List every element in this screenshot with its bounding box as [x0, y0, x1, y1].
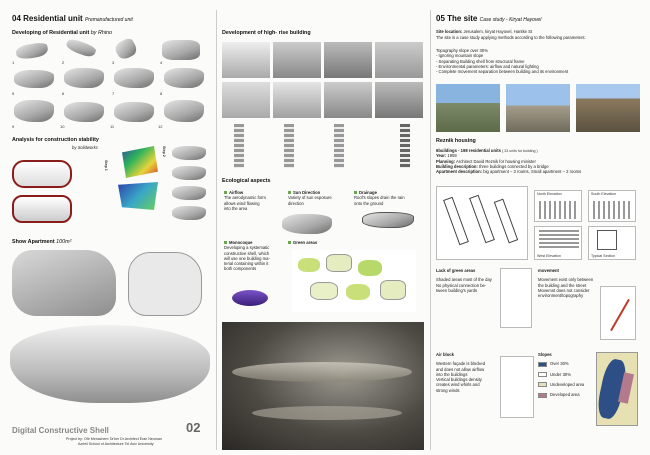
column-divider	[430, 10, 431, 450]
show-apartment-heading	[12, 239, 71, 245]
unit-number: 7	[112, 91, 115, 96]
topo-line: - Complete movement separation between building and its environment	[436, 69, 569, 74]
reznik-details	[436, 148, 581, 174]
monocoque-diagram	[232, 290, 268, 306]
section-title-04	[12, 14, 133, 23]
drainage-diagram	[362, 212, 414, 228]
west-elevation	[534, 226, 582, 260]
tower-row	[222, 124, 424, 170]
reznik-value: 1959	[447, 153, 457, 159]
monocoque-line: Developing a systematic	[224, 245, 270, 251]
section-subtitle: Case study - Kiryat Hayovel	[479, 17, 542, 23]
drainage-block	[354, 190, 405, 206]
sun-line: direction	[288, 200, 304, 206]
drainage-title: Drainage	[359, 190, 377, 195]
analysis-model-2	[12, 195, 72, 223]
project-title: Digital Constructive Shell	[12, 426, 109, 435]
airflow-title: Airflow	[229, 190, 244, 195]
unit-render-large	[10, 325, 210, 403]
unit-model-3	[113, 36, 139, 62]
analysis-model-1	[12, 160, 72, 188]
unit-number: 9	[12, 124, 15, 129]
stress-map-1	[118, 146, 158, 178]
unit-number: 6	[62, 91, 65, 96]
drainage-line: onto the ground	[354, 200, 384, 206]
reznik-label: Apartment description:	[436, 169, 483, 175]
section-number: 04	[12, 14, 21, 23]
south-elevation	[588, 190, 636, 222]
air-block-line: strong winds	[436, 387, 460, 393]
green-areas-map	[500, 268, 532, 328]
monocoque-line: terial containing within it	[224, 261, 269, 266]
tower-3	[334, 124, 344, 168]
highrise-study-4	[375, 42, 423, 78]
analysis-tool: by Solidworks	[72, 145, 98, 150]
topo-line: - Ignoring mountain slope	[436, 53, 484, 59]
typical-section-label: Typical Section	[591, 254, 616, 258]
airflow-block	[224, 190, 266, 211]
reznik-value: big apartment – 3 rooms, Small apartment – 2 rooms	[483, 169, 582, 175]
reznik-value: Architect David Reznik for housing minister	[456, 158, 536, 164]
airflow-line: allows wind flowing	[224, 200, 260, 206]
air-block	[436, 352, 485, 393]
tower-1	[234, 124, 244, 168]
highrise-grid-top	[222, 42, 424, 120]
step2-model-2	[172, 166, 206, 180]
green-areas-heading	[288, 240, 317, 245]
lack-green-line: No physical connection be-	[436, 282, 487, 288]
tower-4	[400, 124, 410, 168]
site-location	[436, 29, 532, 34]
dev-title: Developing of Residential unit	[12, 30, 90, 36]
unit-number: 5	[12, 91, 15, 96]
monocoque-block	[224, 240, 270, 272]
sun-block	[288, 190, 332, 206]
apartment-render-3d	[12, 250, 116, 316]
air-block-line: into the buildings	[436, 371, 468, 377]
dev-tool: by Rhino	[90, 30, 113, 36]
movement-line: Movemnt does not consider	[538, 287, 590, 293]
page-number: 02	[186, 420, 201, 435]
slopes-title: Slopes	[538, 352, 552, 357]
north-elevation	[534, 190, 582, 222]
step2-model-3	[172, 186, 206, 200]
location-desc: The site is a case study applying methods according to the following parameters:	[436, 35, 586, 40]
show-title: Show Apartment	[12, 239, 55, 245]
reznik-units-note: ( 33 units for building )	[502, 149, 538, 153]
unit-number: 1	[12, 60, 15, 65]
unit-model-5	[14, 70, 54, 88]
movement-title: movement	[538, 268, 559, 273]
legend-label: Under 30%	[550, 371, 571, 377]
air-block-line: Vertical buildings density	[436, 377, 482, 382]
dev-heading	[12, 30, 112, 36]
unit-model-9	[14, 100, 54, 122]
monocoque-line: both components	[224, 266, 257, 272]
monocoque-line: constructive shell, which	[224, 250, 270, 256]
reznik-units: 6buildings - 198 residential units	[436, 148, 501, 153]
eco-diagram-center	[282, 214, 332, 234]
site-photo-2	[506, 84, 570, 132]
unit-number: 10	[60, 124, 65, 129]
column-divider	[216, 10, 217, 450]
green-areas-title: Green areas	[293, 240, 318, 245]
interior-render	[222, 322, 424, 450]
highrise-study-5	[222, 82, 270, 118]
reznik-title: Reznik housing	[436, 138, 476, 144]
unit-model-7	[114, 68, 154, 88]
tower-2	[284, 124, 294, 168]
location-label: Site location:	[436, 29, 463, 34]
unit-number: 3	[112, 60, 115, 65]
section-title: The site	[447, 14, 478, 23]
credit-line-2: Azrieli School of Architecture Tel Aviv University	[78, 442, 154, 446]
topo-line: - Separating Building shell from structural frame	[436, 58, 525, 64]
topo-line: Topography slope over 30%	[436, 48, 488, 53]
air-block-title: Air block	[436, 352, 454, 357]
unit-number: 11	[110, 124, 115, 129]
highrise-study-7	[324, 82, 372, 118]
unit-model-8	[164, 68, 204, 88]
unit-number: 8	[160, 91, 163, 96]
movement-line: Movement exist only between	[538, 277, 594, 283]
highrise-study-6	[273, 82, 321, 118]
monocoque-line: will use one building ma-	[224, 255, 270, 261]
legend-swatch	[538, 362, 547, 367]
legend-label: Undeveloped area	[550, 382, 585, 388]
airflow-line: The aerodynamic form	[224, 195, 266, 201]
reznik-label: Building description:	[436, 163, 478, 169]
site-photo-3	[576, 84, 640, 132]
site-photos	[436, 84, 640, 132]
analysis-title: Analysis for construction stability	[12, 137, 99, 143]
movement-map	[600, 286, 636, 340]
north-elevation-label: North Elevation	[537, 192, 562, 196]
unit-grid	[12, 38, 208, 132]
unit-number: 12	[158, 124, 163, 129]
step2-model-1	[172, 146, 206, 160]
lack-green-line: Shaded areas most of the day	[436, 277, 492, 283]
step2-model-4	[172, 206, 206, 220]
section-title: Residential unit	[23, 14, 83, 23]
unit-model-1	[15, 41, 49, 60]
section-subtitle: Premanufactured unit	[84, 17, 133, 23]
section-number: 05	[436, 14, 445, 23]
legend-swatch	[538, 382, 547, 387]
highrise-study-2	[273, 42, 321, 78]
typical-section	[588, 226, 636, 260]
step2-label: Step 2	[162, 146, 166, 157]
highrise-study-3	[324, 42, 372, 78]
movement-line: the building and the street	[538, 282, 587, 288]
movement-line: environment/topography	[538, 293, 584, 298]
reznik-site-plan	[436, 186, 528, 260]
reznik-label: Planning:	[436, 158, 456, 164]
reznik-label: Year:	[436, 153, 447, 159]
sun-line: Variety of sun exposure	[288, 195, 332, 201]
topo-line: - Environmental parameters: airflow and natural lighting	[436, 63, 539, 69]
location-value: Jerusalem, kiryat Hayovel, Hantke St	[463, 29, 533, 34]
highrise-study-1	[222, 42, 270, 78]
credit-line-1: Project by: Ofir Menachem Ta'ber Dr Architect Eran Neuman	[66, 437, 162, 441]
drainage-line: Roof's slopes drain the rain	[354, 195, 405, 201]
air-block-line: Western façade is blocked	[436, 361, 486, 367]
slopes-map	[596, 352, 638, 426]
apartment-plan	[128, 252, 202, 316]
air-block-map	[500, 356, 534, 418]
green-areas-diagram	[292, 250, 416, 312]
highrise-study-8	[375, 82, 423, 118]
air-block-line: creates wind whirls and	[436, 382, 480, 388]
site-photo-1	[436, 84, 500, 132]
unit-model-6	[64, 68, 104, 88]
eco-title: Ecological aspects	[222, 178, 271, 184]
topography-list	[436, 48, 568, 74]
unit-model-11	[114, 102, 154, 122]
unit-model-10	[64, 102, 104, 122]
sun-title: Sun Direction	[293, 190, 321, 195]
legend-label: Developed area	[550, 392, 580, 398]
step1-label: Step 1	[104, 160, 108, 171]
green-areas-block	[436, 268, 492, 293]
movement-block	[538, 268, 593, 298]
unit-model-4	[162, 40, 200, 60]
section-title-05	[436, 14, 541, 23]
lack-green-line: tween building's yards	[436, 287, 478, 293]
unit-model-12	[164, 100, 204, 122]
slopes-legend	[538, 352, 584, 398]
west-elevation-label: West Elevation	[537, 254, 561, 258]
air-block-line: and does not allow airflow	[436, 366, 485, 372]
legend-swatch	[538, 393, 547, 398]
highrise-title: Development of high- rise building	[222, 30, 311, 36]
unit-number: 4	[160, 60, 163, 65]
show-area: 100m²	[56, 239, 72, 245]
legend-swatch	[538, 372, 547, 377]
monocoque-title: Monocoque	[229, 240, 253, 245]
reznik-value: three buildings connected by a bridge	[479, 163, 549, 169]
unit-number: 2	[62, 60, 65, 65]
legend-label: Over 30%	[550, 361, 569, 367]
south-elevation-label: South Elevation	[591, 192, 617, 196]
airflow-line: into the area	[224, 205, 248, 211]
unit-model-2	[65, 37, 97, 59]
lack-green-title: Lack of green areas	[436, 268, 476, 273]
stress-map-2	[118, 182, 158, 210]
